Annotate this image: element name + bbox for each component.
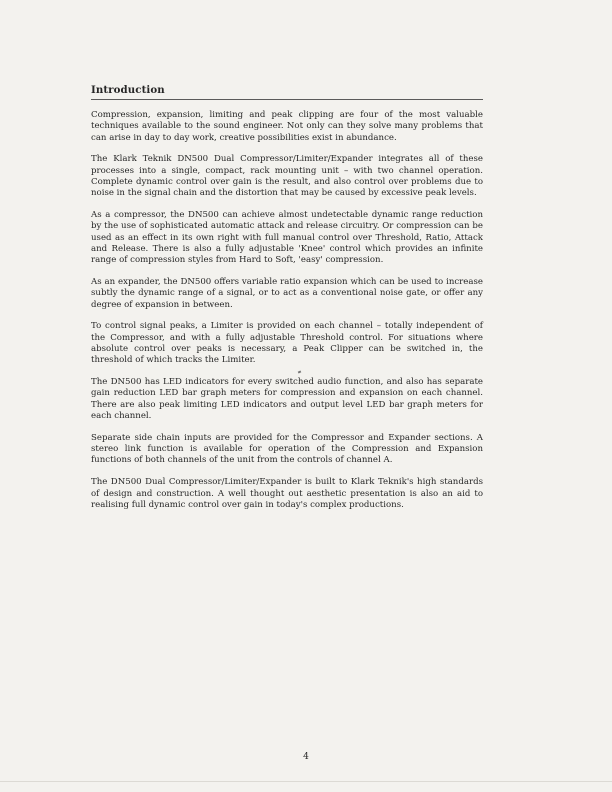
paragraph-side-chain: Separate side chain inputs are provided for the Compressor and Expander sections. A stereo link function is available for operation of the Compression and Expansion functions of both channels of the unit from the controls of channel A. xyxy=(91,432,483,466)
paragraph-construction: The DN500 Dual Compressor/Limiter/Expander is built to Klark Teknik's high standards of design and construction. A well thought out aesthetic presentation is also an aid to realising full dynamic control over gain in today's complex productions. xyxy=(91,477,483,510)
page-bottom-edge xyxy=(0,781,612,782)
page-number: 4 xyxy=(303,752,309,762)
paragraph-expander: As an expander, the DN500 offers variable ratio expansion which can be used to increase subtly the dynamic range of a signal, or to act as a conventional noise gate, or offer any degree of expansion in between. xyxy=(91,277,483,310)
paragraph-led-indicators: The DN500 has LED indicators for every switched audio function, and also has separate gain reduction LED bar graph meters for compression and expansion on each channel. There are also peak limiting LED indicators and output level LED bar graph meters for each channel. xyxy=(91,377,483,422)
paragraph-limiter: To control signal peaks, a Limiter is provided on each channel – totally independent of the Compressor, and with a fully adjustable Threshold control. For situations where absolute control over peaks is necessary, a Peak Clipper can be switched in, the threshold of which tracks the Limiter. xyxy=(91,321,483,366)
paragraph-compressor: As a compressor, the DN500 can achieve almost undetectable dynamic range reduction by the use of sophisticated automatic attack and release circuitry. Or compression can be used as an effect in its own right with full manual control over Threshold, Ratio, Attack and Release. There is also a fully adjustable 'Knee' control which provides an infinite range of compression styles from Hard to Soft, 'easy' compression. xyxy=(91,210,483,266)
section-heading: Introduction xyxy=(91,84,483,100)
paragraph-intro: Compression, expansion, limiting and peak clipping are four of the most valuable techniques available to the sound engineer. Not only can they solve many problems that can arise in day to day work, creative possibilities exist in abundance. xyxy=(91,110,483,143)
page-content xyxy=(91,84,483,522)
paragraph-product-overview: The Klark Teknik DN500 Dual Compressor/Limiter/Expander integrates all of these processes into a single, compact, rack mounting unit – with two channel operation. Complete dynamic control over gain is the result, and also control over problems due to noise in the signal chain and the distortion that may be caused by excessive peak levels. xyxy=(91,154,483,199)
